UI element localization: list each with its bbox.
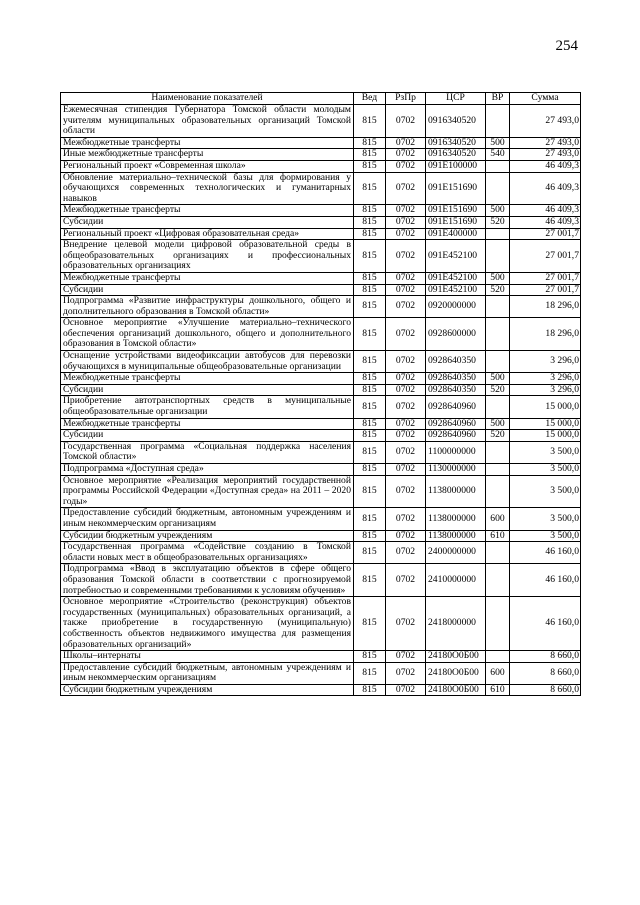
cell-csr: 0928640960 [426,418,486,430]
cell-vr [486,160,510,172]
cell-rzpr: 0702 [386,351,426,373]
cell-rzpr: 0702 [386,149,426,161]
cell-csr: 24180О0Б00 [426,651,486,663]
cell-vr [486,318,510,351]
cell-sum: 3 296,0 [510,384,581,396]
cell-name: Региональный проект «Цифровая образовательная среда» [61,228,354,240]
cell-name: Межбюджетные трансферты [61,272,354,284]
cell-ved: 815 [354,296,386,318]
table-row [61,137,581,149]
table-row [61,216,581,228]
cell-rzpr: 0702 [386,137,426,149]
cell-vr [486,351,510,373]
cell-name: Основное мероприятие «Строительство (реконструкция) объектов государственных (муниципальных) образовательных организаций, а также приобретение в государственную (муниципальную) собственность объектов недвижимого имущества для размещения образовательных организаций» [61,597,354,651]
cell-csr: 0916340520 [426,149,486,161]
cell-name: Региональный проект «Современная школа» [61,160,354,172]
cell-rzpr: 0702 [386,216,426,228]
cell-sum: 27 001,7 [510,240,581,273]
table-row [61,172,581,205]
cell-csr: 091E452100 [426,284,486,296]
cell-sum: 3 296,0 [510,373,581,385]
cell-ved: 815 [354,418,386,430]
cell-rzpr: 0702 [386,564,426,597]
header-name: Наименование показателей [61,93,354,105]
cell-csr: 091E151690 [426,172,486,205]
cell-csr: 091E151690 [426,216,486,228]
cell-csr: 1138000000 [426,530,486,542]
cell-name: Субсидии бюджетным учреждениям [61,530,354,542]
cell-name: Государственная программа «Социальная поддержка населения Томской области» [61,441,354,463]
cell-sum: 27 001,7 [510,228,581,240]
cell-ved: 815 [354,508,386,530]
cell-name: Приобретение автотранспортных средств в муниципальные общеобразовательные организации [61,396,354,418]
cell-vr: 520 [486,384,510,396]
cell-sum: 3 296,0 [510,351,581,373]
cell-csr: 2418000000 [426,597,486,651]
cell-csr: 2400000000 [426,542,486,564]
cell-name: Межбюджетные трансферты [61,137,354,149]
cell-vr [486,564,510,597]
cell-sum: 46 409,3 [510,172,581,205]
cell-sum: 46 160,0 [510,597,581,651]
table-row [61,464,581,476]
cell-rzpr: 0702 [386,662,426,684]
cell-vr: 600 [486,662,510,684]
cell-rzpr: 0702 [386,296,426,318]
cell-ved: 815 [354,542,386,564]
cell-ved: 815 [354,172,386,205]
cell-rzpr: 0702 [386,228,426,240]
cell-vr [486,441,510,463]
cell-ved: 815 [354,475,386,508]
cell-rzpr: 0702 [386,542,426,564]
table-row [61,684,581,696]
cell-name: Государственная программа «Содействие созданию в Томской области новых мест в общеобразовательных организациях» [61,542,354,564]
cell-name: Предоставление субсидий бюджетным, автономным учреждениям и иным некоммерческим организациям [61,508,354,530]
cell-sum: 15 000,0 [510,418,581,430]
table-row [61,530,581,542]
cell-ved: 815 [354,441,386,463]
cell-csr: 0928640350 [426,351,486,373]
cell-rzpr: 0702 [386,651,426,663]
cell-sum: 46 409,3 [510,216,581,228]
cell-csr: 091E100000 [426,160,486,172]
cell-name: Предоставление субсидий бюджетным, автономным учреждениям и иным некоммерческим организациям [61,662,354,684]
header-rzpr: РзПр [386,93,426,105]
cell-ved: 815 [354,384,386,396]
cell-csr: 091E400000 [426,228,486,240]
cell-ved: 815 [354,240,386,273]
header-csr: ЦСР [426,93,486,105]
cell-vr [486,240,510,273]
cell-sum: 27 493,0 [510,149,581,161]
page-number: 254 [555,38,578,54]
cell-ved: 815 [354,651,386,663]
cell-vr: 500 [486,373,510,385]
table-row [61,351,581,373]
cell-rzpr: 0702 [386,464,426,476]
cell-rzpr: 0702 [386,272,426,284]
cell-csr: 2410000000 [426,564,486,597]
cell-name: Ежемесячная стипендия Губернатора Томской области молодым учителям муниципальных образовательных организаций Томской области [61,105,354,138]
cell-csr: 091E151690 [426,205,486,217]
cell-vr: 500 [486,137,510,149]
cell-csr: 0928640350 [426,384,486,396]
table-row [61,373,581,385]
cell-vr [486,105,510,138]
table-row [61,475,581,508]
cell-csr: 1130000000 [426,464,486,476]
cell-ved: 815 [354,228,386,240]
cell-name: Межбюджетные трансферты [61,373,354,385]
cell-sum: 18 296,0 [510,318,581,351]
cell-ved: 815 [354,597,386,651]
table-row [61,384,581,396]
cell-sum: 27 001,7 [510,272,581,284]
cell-vr: 610 [486,684,510,696]
cell-ved: 815 [354,684,386,696]
cell-sum: 3 500,0 [510,508,581,530]
table-row [61,149,581,161]
cell-name: Обновление материально–технической базы для формирования у обучающихся современных технологических и гуманитарных навыков [61,172,354,205]
cell-sum: 15 000,0 [510,430,581,442]
cell-vr [486,475,510,508]
cell-csr: 0916340520 [426,105,486,138]
cell-rzpr: 0702 [386,318,426,351]
table-row [61,105,581,138]
cell-rzpr: 0702 [386,105,426,138]
cell-name: Школы–интернаты [61,651,354,663]
cell-ved: 815 [354,205,386,217]
cell-ved: 815 [354,272,386,284]
cell-sum: 46 160,0 [510,564,581,597]
cell-csr: 0928640350 [426,373,486,385]
cell-sum: 8 660,0 [510,662,581,684]
cell-rzpr: 0702 [386,284,426,296]
cell-ved: 815 [354,216,386,228]
table-row [61,284,581,296]
cell-csr: 0928600000 [426,318,486,351]
cell-rzpr: 0702 [386,373,426,385]
cell-ved: 815 [354,160,386,172]
cell-rzpr: 0702 [386,597,426,651]
cell-vr: 520 [486,430,510,442]
cell-csr: 24180О0Б00 [426,684,486,696]
cell-vr [486,228,510,240]
cell-name: Субсидии [61,430,354,442]
cell-sum: 3 500,0 [510,464,581,476]
cell-name: Межбюджетные трансферты [61,205,354,217]
table-row [61,564,581,597]
cell-csr: 1100000000 [426,441,486,463]
cell-rzpr: 0702 [386,384,426,396]
cell-name: Иные межбюджетные трансферты [61,149,354,161]
cell-sum: 46 409,3 [510,160,581,172]
cell-vr [486,296,510,318]
cell-name: Основное мероприятие «Улучшение материально–технического обеспечения организаций дошкольного, общего и дополнительного образования в Томской области» [61,318,354,351]
cell-sum: 27 493,0 [510,105,581,138]
cell-ved: 815 [354,430,386,442]
cell-name: Оснащение устройствами видеофиксации автобусов для перевозки обучающихся в муниципальные общеобразовательные организации [61,351,354,373]
cell-vr: 520 [486,216,510,228]
cell-rzpr: 0702 [386,172,426,205]
cell-sum: 8 660,0 [510,684,581,696]
cell-csr: 1138000000 [426,508,486,530]
cell-rzpr: 0702 [386,396,426,418]
cell-ved: 815 [354,564,386,597]
cell-vr [486,396,510,418]
table-row [61,160,581,172]
header-ved: Вед [354,93,386,105]
table-row [61,651,581,663]
cell-vr: 540 [486,149,510,161]
cell-name: Подпрограмма «Доступная среда» [61,464,354,476]
cell-sum: 3 500,0 [510,530,581,542]
cell-vr: 500 [486,272,510,284]
table-row [61,441,581,463]
cell-vr: 520 [486,284,510,296]
cell-vr: 500 [486,418,510,430]
table-row [61,418,581,430]
cell-vr: 600 [486,508,510,530]
cell-csr: 0928640960 [426,430,486,442]
cell-sum: 27 493,0 [510,137,581,149]
cell-name: Субсидии бюджетным учреждениям [61,684,354,696]
cell-csr: 0920000000 [426,296,486,318]
cell-ved: 815 [354,464,386,476]
cell-csr: 0916340520 [426,137,486,149]
cell-vr: 610 [486,530,510,542]
cell-sum: 3 500,0 [510,441,581,463]
cell-name: Подпрограмма «Развитие инфраструктуры дошкольного, общего и дополнительного образования в Томской области» [61,296,354,318]
cell-csr: 24180О0Б00 [426,662,486,684]
cell-name: Субсидии [61,216,354,228]
cell-sum: 3 500,0 [510,475,581,508]
cell-name: Внедрение целевой модели цифровой образовательной среды в общеобразовательных организациях и профессиональных образовательных организациях [61,240,354,273]
cell-ved: 815 [354,530,386,542]
cell-ved: 815 [354,662,386,684]
cell-sum: 15 000,0 [510,396,581,418]
cell-ved: 815 [354,137,386,149]
cell-rzpr: 0702 [386,441,426,463]
table-row [61,228,581,240]
cell-ved: 815 [354,373,386,385]
cell-rzpr: 0702 [386,240,426,273]
cell-rzpr: 0702 [386,418,426,430]
cell-csr: 091E452100 [426,240,486,273]
cell-sum: 46 160,0 [510,542,581,564]
cell-vr [486,597,510,651]
cell-sum: 46 409,3 [510,205,581,217]
cell-rzpr: 0702 [386,205,426,217]
header-vr: ВР [486,93,510,105]
cell-name: Субсидии [61,384,354,396]
cell-vr [486,542,510,564]
cell-ved: 815 [354,396,386,418]
cell-csr: 091E452100 [426,272,486,284]
cell-name: Межбюджетные трансферты [61,418,354,430]
cell-csr: 0928640960 [426,396,486,418]
cell-ved: 815 [354,149,386,161]
table-row [61,272,581,284]
cell-ved: 815 [354,105,386,138]
cell-ved: 815 [354,284,386,296]
cell-rzpr: 0702 [386,684,426,696]
cell-name: Субсидии [61,284,354,296]
cell-vr [486,651,510,663]
cell-name: Основное мероприятие «Реализация мероприятий государственной программы Российской Федерации «Доступная среда» на 2011 – 2020 годы» [61,475,354,508]
table-body [61,105,581,696]
table-row [61,240,581,273]
table-row [61,430,581,442]
table-row [61,318,581,351]
cell-vr [486,172,510,205]
cell-vr [486,464,510,476]
budget-table [60,92,581,696]
cell-name: Подпрограмма «Ввод в эксплуатацию объектов в сфере общего образования Томской области в соответствии с прогнозируемой потребностью и современными требованиями к условиям обучения» [61,564,354,597]
table-row [61,662,581,684]
table-row [61,296,581,318]
cell-ved: 815 [354,351,386,373]
table-row [61,205,581,217]
cell-ved: 815 [354,318,386,351]
cell-csr: 1138000000 [426,475,486,508]
cell-rzpr: 0702 [386,160,426,172]
cell-rzpr: 0702 [386,530,426,542]
table-row [61,597,581,651]
header-sum: Сумма [510,93,581,105]
cell-sum: 18 296,0 [510,296,581,318]
cell-vr: 500 [486,205,510,217]
cell-sum: 27 001,7 [510,284,581,296]
cell-rzpr: 0702 [386,475,426,508]
cell-rzpr: 0702 [386,508,426,530]
table-row [61,396,581,418]
table-header-row [61,93,581,105]
cell-sum: 8 660,0 [510,651,581,663]
cell-rzpr: 0702 [386,430,426,442]
table-row [61,508,581,530]
table-row [61,542,581,564]
